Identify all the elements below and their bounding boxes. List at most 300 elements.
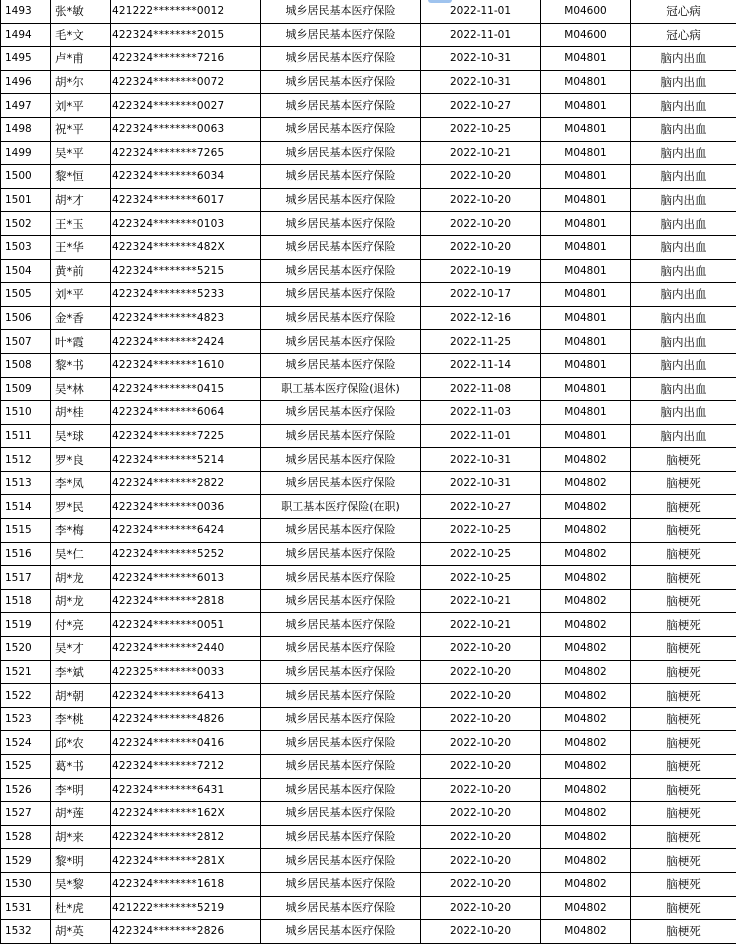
- cell-no[interactable]: 1518: [1, 589, 51, 613]
- cell-code[interactable]: M04802: [541, 519, 631, 543]
- cell-insurance[interactable]: 城乡居民基本医疗保险: [261, 259, 421, 283]
- cell-date[interactable]: 2022-11-14: [421, 353, 541, 377]
- cell-insurance[interactable]: 城乡居民基本医疗保险: [261, 731, 421, 755]
- cell-insurance[interactable]: 城乡居民基本医疗保险: [261, 825, 421, 849]
- cell-insurance[interactable]: 城乡居民基本医疗保险: [261, 23, 421, 47]
- cell-disease[interactable]: 脑内出血: [631, 165, 736, 189]
- cell-id[interactable]: 422324********4823: [111, 306, 261, 330]
- cell-date[interactable]: 2022-10-20: [421, 872, 541, 896]
- cell-disease[interactable]: 脑内出血: [631, 94, 736, 118]
- cell-insurance[interactable]: 城乡居民基本医疗保险: [261, 47, 421, 71]
- cell-no[interactable]: 1501: [1, 188, 51, 212]
- cell-name[interactable]: 胡*来: [51, 825, 111, 849]
- cell-insurance[interactable]: 城乡居民基本医疗保险: [261, 141, 421, 165]
- cell-insurance[interactable]: 城乡居民基本医疗保险: [261, 637, 421, 661]
- cell-disease[interactable]: 脑梗死: [631, 802, 736, 826]
- cell-disease[interactable]: 脑内出血: [631, 141, 736, 165]
- cell-id[interactable]: 422324********2424: [111, 330, 261, 354]
- cell-disease[interactable]: 脑内出血: [631, 283, 736, 307]
- cell-disease[interactable]: 脑梗死: [631, 566, 736, 590]
- cell-date[interactable]: 2022-10-20: [421, 778, 541, 802]
- cell-code[interactable]: M04802: [541, 778, 631, 802]
- cell-insurance[interactable]: 城乡居民基本医疗保险: [261, 566, 421, 590]
- cell-name[interactable]: 张*敏: [51, 0, 111, 23]
- cell-disease[interactable]: 脑内出血: [631, 235, 736, 259]
- cell-id[interactable]: 422324********162X: [111, 802, 261, 826]
- cell-name[interactable]: 王*华: [51, 235, 111, 259]
- cell-no[interactable]: 1507: [1, 330, 51, 354]
- cell-id[interactable]: 422324********2812: [111, 825, 261, 849]
- cell-disease[interactable]: 脑梗死: [631, 872, 736, 896]
- cell-code[interactable]: M04802: [541, 637, 631, 661]
- cell-id[interactable]: 422324********0072: [111, 70, 261, 94]
- cell-disease[interactable]: 冠心病: [631, 0, 736, 23]
- cell-no[interactable]: 1503: [1, 235, 51, 259]
- cell-no[interactable]: 1516: [1, 542, 51, 566]
- cell-disease[interactable]: 脑内出血: [631, 353, 736, 377]
- cell-disease[interactable]: 脑梗死: [631, 637, 736, 661]
- cell-insurance[interactable]: 城乡居民基本医疗保险: [261, 660, 421, 684]
- cell-disease[interactable]: 脑梗死: [631, 660, 736, 684]
- cell-code[interactable]: M04802: [541, 707, 631, 731]
- cell-date[interactable]: 2022-10-17: [421, 283, 541, 307]
- cell-code[interactable]: M04801: [541, 283, 631, 307]
- cell-id[interactable]: 422324********0416: [111, 731, 261, 755]
- cell-code[interactable]: M04801: [541, 259, 631, 283]
- cell-code[interactable]: M04600: [541, 0, 631, 23]
- cell-no[interactable]: 1499: [1, 141, 51, 165]
- cell-code[interactable]: M04801: [541, 47, 631, 71]
- cell-insurance[interactable]: 城乡居民基本医疗保险: [261, 849, 421, 873]
- cell-no[interactable]: 1502: [1, 212, 51, 236]
- cell-code[interactable]: M04801: [541, 377, 631, 401]
- cell-name[interactable]: 金*香: [51, 306, 111, 330]
- cell-disease[interactable]: 脑梗死: [631, 495, 736, 519]
- cell-date[interactable]: 2022-11-03: [421, 401, 541, 425]
- cell-code[interactable]: M04801: [541, 94, 631, 118]
- cell-code[interactable]: M04801: [541, 141, 631, 165]
- cell-name[interactable]: 付*亮: [51, 613, 111, 637]
- cell-id[interactable]: 422324********0027: [111, 94, 261, 118]
- cell-code[interactable]: M04801: [541, 353, 631, 377]
- cell-date[interactable]: 2022-10-20: [421, 802, 541, 826]
- cell-no[interactable]: 1494: [1, 23, 51, 47]
- table-row: [1, 141, 736, 165]
- cell-name[interactable]: 毛*文: [51, 23, 111, 47]
- cell-no[interactable]: 1495: [1, 47, 51, 71]
- cell-id[interactable]: 422324********0036: [111, 495, 261, 519]
- cell-disease[interactable]: 脑梗死: [631, 707, 736, 731]
- cell-name[interactable]: 葛*书: [51, 755, 111, 779]
- table-row: [1, 353, 736, 377]
- cell-code[interactable]: M04801: [541, 306, 631, 330]
- cell-code[interactable]: M04801: [541, 117, 631, 141]
- table-row: [1, 920, 736, 944]
- cell-name[interactable]: 吴*黎: [51, 872, 111, 896]
- cell-id[interactable]: 422324********0103: [111, 212, 261, 236]
- cell-code[interactable]: M04801: [541, 235, 631, 259]
- cell-id[interactable]: 422324********1618: [111, 872, 261, 896]
- cell-insurance[interactable]: 城乡居民基本医疗保险: [261, 94, 421, 118]
- cell-no[interactable]: 1512: [1, 448, 51, 472]
- cell-code[interactable]: M04802: [541, 755, 631, 779]
- cell-id[interactable]: 422324********281X: [111, 849, 261, 873]
- cell-code[interactable]: M04801: [541, 70, 631, 94]
- cell-name[interactable]: 黄*前: [51, 259, 111, 283]
- cell-no[interactable]: 1525: [1, 755, 51, 779]
- cell-date[interactable]: 2022-10-25: [421, 117, 541, 141]
- cell-id[interactable]: 421222********5219: [111, 896, 261, 920]
- table-row: [1, 448, 736, 472]
- cell-id[interactable]: 422324********1610: [111, 353, 261, 377]
- cell-no[interactable]: 1509: [1, 377, 51, 401]
- cell-date[interactable]: 2022-10-31: [421, 448, 541, 472]
- cell-no[interactable]: 1523: [1, 707, 51, 731]
- cell-insurance[interactable]: 城乡居民基本医疗保险: [261, 684, 421, 708]
- cell-disease[interactable]: 脑内出血: [631, 424, 736, 448]
- table-row: [1, 519, 736, 543]
- cell-name[interactable]: 黎*明: [51, 849, 111, 873]
- cell-date[interactable]: 2022-10-31: [421, 70, 541, 94]
- cell-disease[interactable]: 脑梗死: [631, 755, 736, 779]
- cell-disease[interactable]: 脑梗死: [631, 778, 736, 802]
- cell-date[interactable]: 2022-11-25: [421, 330, 541, 354]
- cell-disease[interactable]: 脑内出血: [631, 212, 736, 236]
- cell-disease[interactable]: 脑梗死: [631, 542, 736, 566]
- cell-name[interactable]: 胡*桂: [51, 401, 111, 425]
- cell-insurance[interactable]: 城乡居民基本医疗保险: [261, 117, 421, 141]
- cell-code[interactable]: M04802: [541, 684, 631, 708]
- cell-disease[interactable]: 脑内出血: [631, 330, 736, 354]
- cell-insurance[interactable]: 城乡居民基本医疗保险: [261, 283, 421, 307]
- cell-name[interactable]: 吴*球: [51, 424, 111, 448]
- cell-name[interactable]: 吴*平: [51, 141, 111, 165]
- cell-date[interactable]: 2022-11-01: [421, 0, 541, 23]
- cell-code[interactable]: M04802: [541, 448, 631, 472]
- cell-date[interactable]: 2022-10-31: [421, 471, 541, 495]
- cell-code[interactable]: M04802: [541, 872, 631, 896]
- cell-name[interactable]: 刘*平: [51, 94, 111, 118]
- cell-date[interactable]: 2022-10-25: [421, 566, 541, 590]
- cell-date[interactable]: 2022-10-25: [421, 519, 541, 543]
- cell-code[interactable]: M04600: [541, 23, 631, 47]
- table-row: [1, 47, 736, 71]
- cell-id[interactable]: 422324********0051: [111, 613, 261, 637]
- cell-date[interactable]: 2022-10-19: [421, 259, 541, 283]
- cell-code[interactable]: M04802: [541, 802, 631, 826]
- cell-name[interactable]: 李*凤: [51, 471, 111, 495]
- cell-id[interactable]: 422324********5252: [111, 542, 261, 566]
- cell-code[interactable]: M04802: [541, 542, 631, 566]
- cell-disease[interactable]: 脑梗死: [631, 849, 736, 873]
- cell-no[interactable]: 1511: [1, 424, 51, 448]
- cell-id[interactable]: 422324********0415: [111, 377, 261, 401]
- cell-disease[interactable]: 脑内出血: [631, 70, 736, 94]
- table-row: [1, 707, 736, 731]
- cell-date[interactable]: 2022-11-01: [421, 23, 541, 47]
- cell-no[interactable]: 1517: [1, 566, 51, 590]
- cell-name[interactable]: 胡*朝: [51, 684, 111, 708]
- cell-date[interactable]: 2022-10-20: [421, 165, 541, 189]
- cell-code[interactable]: M04802: [541, 920, 631, 944]
- cell-id[interactable]: 422324********6424: [111, 519, 261, 543]
- cell-insurance[interactable]: 城乡居民基本医疗保险: [261, 70, 421, 94]
- cell-code[interactable]: M04802: [541, 731, 631, 755]
- cell-no[interactable]: 1521: [1, 660, 51, 684]
- cell-disease[interactable]: 脑内出血: [631, 259, 736, 283]
- cell-insurance[interactable]: 城乡居民基本医疗保险: [261, 896, 421, 920]
- cell-no[interactable]: 1530: [1, 872, 51, 896]
- cell-insurance[interactable]: 城乡居民基本医疗保险: [261, 778, 421, 802]
- cell-date[interactable]: 2022-10-20: [421, 660, 541, 684]
- cell-name[interactable]: 黎*恒: [51, 165, 111, 189]
- cell-insurance[interactable]: 城乡居民基本医疗保险: [261, 212, 421, 236]
- cell-code[interactable]: M04802: [541, 849, 631, 873]
- cell-id[interactable]: 422324********7212: [111, 755, 261, 779]
- cell-date[interactable]: 2022-10-21: [421, 141, 541, 165]
- cell-code[interactable]: M04802: [541, 825, 631, 849]
- cell-insurance[interactable]: 城乡居民基本医疗保险: [261, 802, 421, 826]
- cell-code[interactable]: M04802: [541, 471, 631, 495]
- cell-code[interactable]: M04802: [541, 589, 631, 613]
- table-row: [1, 117, 736, 141]
- cell-no[interactable]: 1520: [1, 637, 51, 661]
- cell-name[interactable]: 胡*英: [51, 920, 111, 944]
- cell-insurance[interactable]: 城乡居民基本医疗保险: [261, 755, 421, 779]
- cell-no[interactable]: 1514: [1, 495, 51, 519]
- cell-disease[interactable]: 脑内出血: [631, 401, 736, 425]
- cell-date[interactable]: 2022-12-16: [421, 306, 541, 330]
- cell-code[interactable]: M04801: [541, 424, 631, 448]
- cell-id[interactable]: 422324********6013: [111, 566, 261, 590]
- cell-id[interactable]: 422324********2818: [111, 589, 261, 613]
- table-row: [1, 825, 736, 849]
- cell-id[interactable]: 422325********0033: [111, 660, 261, 684]
- cell-name[interactable]: 罗*民: [51, 495, 111, 519]
- cell-name[interactable]: 刘*平: [51, 283, 111, 307]
- cell-name[interactable]: 李*明: [51, 778, 111, 802]
- cell-insurance[interactable]: 城乡居民基本医疗保险: [261, 0, 421, 23]
- table-row: [1, 424, 736, 448]
- cell-insurance[interactable]: 城乡居民基本医疗保险: [261, 330, 421, 354]
- table-row: [1, 566, 736, 590]
- cell-no[interactable]: 1519: [1, 613, 51, 637]
- cell-code[interactable]: M04802: [541, 566, 631, 590]
- cell-no[interactable]: 1497: [1, 94, 51, 118]
- cell-no[interactable]: 1527: [1, 802, 51, 826]
- cell-insurance[interactable]: 城乡居民基本医疗保险: [261, 188, 421, 212]
- cell-insurance[interactable]: 职工基本医疗保险(在职): [261, 495, 421, 519]
- cell-disease[interactable]: 脑梗死: [631, 684, 736, 708]
- cell-disease[interactable]: 脑内出血: [631, 188, 736, 212]
- cell-no[interactable]: 1526: [1, 778, 51, 802]
- cell-date[interactable]: 2022-10-20: [421, 825, 541, 849]
- cell-date[interactable]: 2022-11-01: [421, 424, 541, 448]
- table-row: [1, 542, 736, 566]
- cell-date[interactable]: 2022-10-20: [421, 849, 541, 873]
- cell-name[interactable]: 王*玉: [51, 212, 111, 236]
- cell-insurance[interactable]: 城乡居民基本医疗保险: [261, 235, 421, 259]
- cell-code[interactable]: M04802: [541, 896, 631, 920]
- cell-no[interactable]: 1524: [1, 731, 51, 755]
- cell-name[interactable]: 胡*才: [51, 188, 111, 212]
- cell-code[interactable]: M04802: [541, 660, 631, 684]
- cell-name[interactable]: 邱*农: [51, 731, 111, 755]
- cell-name[interactable]: 吴*才: [51, 637, 111, 661]
- cell-id[interactable]: 422324********6017: [111, 188, 261, 212]
- cell-date[interactable]: 2022-10-20: [421, 707, 541, 731]
- cell-no[interactable]: 1505: [1, 283, 51, 307]
- cell-disease[interactable]: 脑梗死: [631, 448, 736, 472]
- table-row: [1, 212, 736, 236]
- cell-date[interactable]: 2022-10-20: [421, 920, 541, 944]
- cell-date[interactable]: 2022-10-27: [421, 94, 541, 118]
- cell-name[interactable]: 黎*书: [51, 353, 111, 377]
- cell-code[interactable]: M04801: [541, 165, 631, 189]
- cell-date[interactable]: 2022-10-27: [421, 495, 541, 519]
- cell-date[interactable]: 2022-10-20: [421, 684, 541, 708]
- cell-date[interactable]: 2022-10-20: [421, 896, 541, 920]
- cell-id[interactable]: 421222********0012: [111, 0, 261, 23]
- cell-name[interactable]: 杜*虎: [51, 896, 111, 920]
- cell-name[interactable]: 胡*龙: [51, 589, 111, 613]
- cell-date[interactable]: 2022-10-20: [421, 731, 541, 755]
- table-row: [1, 660, 736, 684]
- table-row: [1, 731, 736, 755]
- cell-disease[interactable]: 脑内出血: [631, 377, 736, 401]
- cell-id[interactable]: 422324********6431: [111, 778, 261, 802]
- cell-insurance[interactable]: 城乡居民基本医疗保险: [261, 613, 421, 637]
- cell-no[interactable]: 1528: [1, 825, 51, 849]
- cell-no[interactable]: 1522: [1, 684, 51, 708]
- cell-no[interactable]: 1510: [1, 401, 51, 425]
- cell-name[interactable]: 李*斌: [51, 660, 111, 684]
- cell-id[interactable]: 422324********0063: [111, 117, 261, 141]
- cell-disease[interactable]: 冠心病: [631, 23, 736, 47]
- cell-code[interactable]: M04801: [541, 330, 631, 354]
- cell-date[interactable]: 2022-10-21: [421, 613, 541, 637]
- cell-code[interactable]: M04802: [541, 495, 631, 519]
- cell-insurance[interactable]: 城乡居民基本医疗保险: [261, 872, 421, 896]
- cell-name[interactable]: 胡*莲: [51, 802, 111, 826]
- cell-id[interactable]: 422324********7216: [111, 47, 261, 71]
- cell-name[interactable]: 吴*林: [51, 377, 111, 401]
- cell-id[interactable]: 422324********7265: [111, 141, 261, 165]
- cell-insurance[interactable]: 职工基本医疗保险(退休): [261, 377, 421, 401]
- cell-name[interactable]: 卢*甫: [51, 47, 111, 71]
- table-row: [1, 896, 736, 920]
- cell-insurance[interactable]: 城乡居民基本医疗保险: [261, 353, 421, 377]
- cell-name[interactable]: 李*梅: [51, 519, 111, 543]
- cell-name[interactable]: 吴*仁: [51, 542, 111, 566]
- cell-disease[interactable]: 脑内出血: [631, 117, 736, 141]
- cell-date[interactable]: 2022-10-21: [421, 589, 541, 613]
- table-row: [1, 235, 736, 259]
- cell-no[interactable]: 1496: [1, 70, 51, 94]
- cell-code[interactable]: M04802: [541, 613, 631, 637]
- cell-date[interactable]: 2022-10-20: [421, 188, 541, 212]
- cell-no[interactable]: 1529: [1, 849, 51, 873]
- cell-id[interactable]: 422324********482X: [111, 235, 261, 259]
- cell-no[interactable]: 1508: [1, 353, 51, 377]
- cell-name[interactable]: 胡*龙: [51, 566, 111, 590]
- cell-disease[interactable]: 脑梗死: [631, 896, 736, 920]
- cell-id[interactable]: 422324********2826: [111, 920, 261, 944]
- cell-date[interactable]: 2022-10-20: [421, 212, 541, 236]
- cell-id[interactable]: 422324********6413: [111, 684, 261, 708]
- cell-id[interactable]: 422324********5233: [111, 283, 261, 307]
- cell-id[interactable]: 422324********5214: [111, 448, 261, 472]
- cell-code[interactable]: M04801: [541, 212, 631, 236]
- cell-code[interactable]: M04801: [541, 401, 631, 425]
- cell-id[interactable]: 422324********6034: [111, 165, 261, 189]
- cell-disease[interactable]: 脑梗死: [631, 731, 736, 755]
- cell-no[interactable]: 1513: [1, 471, 51, 495]
- cell-insurance[interactable]: 城乡居民基本医疗保险: [261, 424, 421, 448]
- cell-disease[interactable]: 脑梗死: [631, 589, 736, 613]
- cell-date[interactable]: 2022-10-31: [421, 47, 541, 71]
- cell-insurance[interactable]: 城乡居民基本医疗保险: [261, 448, 421, 472]
- cell-insurance[interactable]: 城乡居民基本医疗保险: [261, 165, 421, 189]
- cell-no[interactable]: 1515: [1, 519, 51, 543]
- cell-date[interactable]: 2022-11-08: [421, 377, 541, 401]
- cell-disease[interactable]: 脑梗死: [631, 471, 736, 495]
- cell-insurance[interactable]: 城乡居民基本医疗保险: [261, 306, 421, 330]
- cell-id[interactable]: 422324********7225: [111, 424, 261, 448]
- cell-date[interactable]: 2022-10-20: [421, 637, 541, 661]
- cell-insurance[interactable]: 城乡居民基本医疗保险: [261, 707, 421, 731]
- cell-date[interactable]: 2022-10-20: [421, 235, 541, 259]
- cell-insurance[interactable]: 城乡居民基本医疗保险: [261, 519, 421, 543]
- cell-no[interactable]: 1531: [1, 896, 51, 920]
- cell-id[interactable]: 422324********4826: [111, 707, 261, 731]
- cell-name[interactable]: 胡*尔: [51, 70, 111, 94]
- cell-id[interactable]: 422324********2822: [111, 471, 261, 495]
- cell-disease[interactable]: 脑梗死: [631, 613, 736, 637]
- cell-disease[interactable]: 脑内出血: [631, 306, 736, 330]
- cell-date[interactable]: 2022-10-20: [421, 755, 541, 779]
- cell-name[interactable]: 叶*霞: [51, 330, 111, 354]
- cell-id[interactable]: 422324********2440: [111, 637, 261, 661]
- table-row: [1, 637, 736, 661]
- cell-name[interactable]: 李*桃: [51, 707, 111, 731]
- table-row: [1, 613, 736, 637]
- cell-insurance[interactable]: 城乡居民基本医疗保险: [261, 471, 421, 495]
- cell-no[interactable]: 1500: [1, 165, 51, 189]
- cell-id[interactable]: 422324********6064: [111, 401, 261, 425]
- cell-id[interactable]: 422324********5215: [111, 259, 261, 283]
- cell-name[interactable]: 祝*平: [51, 117, 111, 141]
- table-row: [1, 165, 736, 189]
- cell-disease[interactable]: 脑梗死: [631, 519, 736, 543]
- cell-name[interactable]: 罗*良: [51, 448, 111, 472]
- cell-insurance[interactable]: 城乡居民基本医疗保险: [261, 401, 421, 425]
- cell-id[interactable]: 422324********2015: [111, 23, 261, 47]
- cell-date[interactable]: 2022-10-25: [421, 542, 541, 566]
- cell-no[interactable]: 1504: [1, 259, 51, 283]
- cell-code[interactable]: M04801: [541, 188, 631, 212]
- cell-no[interactable]: 1532: [1, 920, 51, 944]
- cell-disease[interactable]: 脑梗死: [631, 825, 736, 849]
- cell-insurance[interactable]: 城乡居民基本医疗保险: [261, 589, 421, 613]
- cell-insurance[interactable]: 城乡居民基本医疗保险: [261, 920, 421, 944]
- cell-no[interactable]: 1506: [1, 306, 51, 330]
- cell-disease[interactable]: 脑梗死: [631, 920, 736, 944]
- cell-no[interactable]: 1493: [1, 0, 51, 23]
- cell-insurance[interactable]: 城乡居民基本医疗保险: [261, 542, 421, 566]
- cell-disease[interactable]: 脑内出血: [631, 47, 736, 71]
- cell-no[interactable]: 1498: [1, 117, 51, 141]
